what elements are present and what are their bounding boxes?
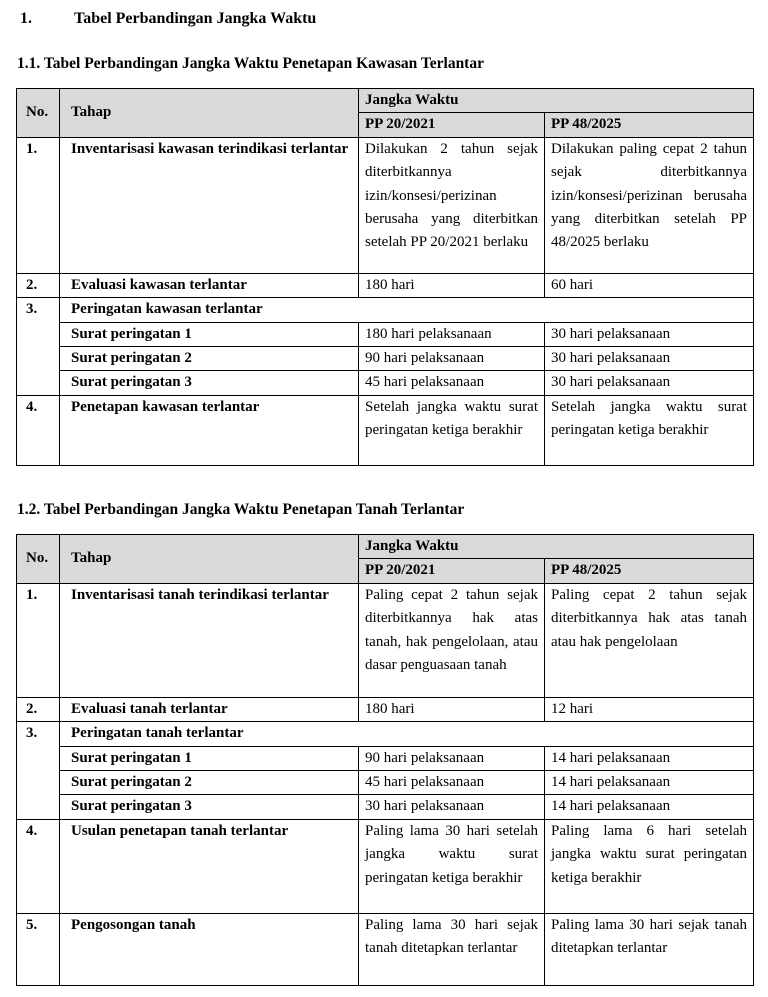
row-pp2025: Setelah jangka waktu surat peringatan ketiga berakhir <box>545 395 754 465</box>
table-row <box>17 771 754 795</box>
row-pp2025: Paling lama 30 hari sejak tanah ditetapkan terlantar <box>545 913 754 985</box>
row-pp2025: Dilakukan paling cepat 2 tahun sejak diterbitkannya izin/konsesi/perizinan berusaha yang diterbitkan setelah PP 48/2025 berlaku <box>545 137 754 273</box>
row-pp2021: Paling lama 30 hari setelah jangka waktu surat peringatan ketiga berakhir <box>359 819 545 913</box>
row-tahap: Inventarisasi kawasan terindikasi terlantar <box>60 137 359 273</box>
table-header-row <box>17 89 754 113</box>
row-pp2025: 30 hari pelaksanaan <box>545 347 754 371</box>
row-tahap: Surat peringatan 2 <box>60 771 359 795</box>
row-tahap: Peringatan tanah terlantar <box>60 722 754 746</box>
table-row <box>17 395 754 465</box>
row-no: 4. <box>17 819 60 913</box>
section-number: 1. <box>20 10 32 27</box>
row-tahap: Usulan penetapan tanah terlantar <box>60 819 359 913</box>
row-pp2025: 30 hari pelaksanaan <box>545 322 754 346</box>
row-no: 3. <box>17 722 60 820</box>
table-row <box>17 697 754 721</box>
table-row <box>17 722 754 746</box>
row-pp2021: 45 hari pelaksanaan <box>359 371 545 395</box>
row-pp2025: Paling lama 6 hari setelah jangka waktu surat peringatan ketiga berakhir <box>545 819 754 913</box>
row-tahap: Surat peringatan 2 <box>60 347 359 371</box>
header-no: No. <box>17 535 60 584</box>
row-tahap: Penetapan kawasan terlantar <box>60 395 359 465</box>
row-pp2021: Paling lama 30 hari sejak tanah ditetapkan terlantar <box>359 913 545 985</box>
table-row <box>17 298 754 322</box>
row-tahap: Peringatan kawasan terlantar <box>60 298 754 322</box>
table1-title: 1.1. Tabel Perbandingan Jangka Waktu Penetapan Kawasan Terlantar <box>17 55 484 72</box>
row-no: 1. <box>17 583 60 697</box>
row-tahap: Evaluasi kawasan terlantar <box>60 273 359 297</box>
table-row <box>17 583 754 697</box>
table-row <box>17 347 754 371</box>
row-no: 2. <box>17 697 60 721</box>
header-pp2021: PP 20/2021 <box>359 113 545 137</box>
header-tahap: Tahap <box>60 89 359 138</box>
row-pp2021: Dilakukan 2 tahun sejak diterbitkannya izin/konsesi/perizinan berusaha yang diterbitkan setelah PP 20/2021 berlaku <box>359 137 545 273</box>
header-tahap: Tahap <box>60 535 359 584</box>
row-pp2025: Paling cepat 2 tahun sejak diterbitkannya hak atas tanah atau hak pengelolaan <box>545 583 754 697</box>
row-no: 1. <box>17 137 60 273</box>
row-tahap: Inventarisasi tanah terindikasi terlantar <box>60 583 359 697</box>
header-jangka-waktu: Jangka Waktu <box>359 89 754 113</box>
table1 <box>16 88 754 466</box>
row-pp2025: 14 hari pelaksanaan <box>545 771 754 795</box>
header-jangka-waktu: Jangka Waktu <box>359 535 754 559</box>
row-pp2021: 180 hari pelaksanaan <box>359 322 545 346</box>
header-pp2025: PP 48/2025 <box>545 113 754 137</box>
table2-title: 1.2. Tabel Perbandingan Jangka Waktu Penetapan Tanah Terlantar <box>17 501 465 518</box>
table-row <box>17 795 754 819</box>
header-no: No. <box>17 89 60 138</box>
header-pp2025: PP 48/2025 <box>545 559 754 583</box>
table-row <box>17 819 754 913</box>
row-no: 2. <box>17 273 60 297</box>
row-pp2021: 90 hari pelaksanaan <box>359 347 545 371</box>
row-pp2025: 60 hari <box>545 273 754 297</box>
row-tahap: Surat peringatan 1 <box>60 322 359 346</box>
row-pp2021: 180 hari <box>359 697 545 721</box>
row-pp2025: 14 hari pelaksanaan <box>545 795 754 819</box>
row-pp2021: 90 hari pelaksanaan <box>359 746 545 770</box>
row-pp2025: 30 hari pelaksanaan <box>545 371 754 395</box>
row-no: 5. <box>17 913 60 985</box>
row-tahap: Evaluasi tanah terlantar <box>60 697 359 721</box>
section-heading <box>20 10 316 28</box>
row-no: 4. <box>17 395 60 465</box>
table-row <box>17 322 754 346</box>
row-tahap: Pengosongan tanah <box>60 913 359 985</box>
row-pp2021: 45 hari pelaksanaan <box>359 771 545 795</box>
section-title: Tabel Perbandingan Jangka Waktu <box>74 10 317 27</box>
row-pp2021: Setelah jangka waktu surat peringatan ketiga berakhir <box>359 395 545 465</box>
header-pp2021: PP 20/2021 <box>359 559 545 583</box>
row-tahap: Surat peringatan 3 <box>60 371 359 395</box>
row-tahap: Surat peringatan 1 <box>60 746 359 770</box>
table-row <box>17 273 754 297</box>
row-pp2021: Paling cepat 2 tahun sejak diterbitkannya hak atas tanah, hak pengelolaan, atau dasar penguasaan tanah <box>359 583 545 697</box>
table2 <box>16 534 754 986</box>
table-row <box>17 746 754 770</box>
table-row <box>17 137 754 273</box>
row-pp2025: 12 hari <box>545 697 754 721</box>
table-row <box>17 371 754 395</box>
row-tahap: Surat peringatan 3 <box>60 795 359 819</box>
row-no: 3. <box>17 298 60 396</box>
row-pp2025: 14 hari pelaksanaan <box>545 746 754 770</box>
row-pp2021: 30 hari pelaksanaan <box>359 795 545 819</box>
table-header-row <box>17 535 754 559</box>
row-pp2021: 180 hari <box>359 273 545 297</box>
table-row <box>17 913 754 985</box>
